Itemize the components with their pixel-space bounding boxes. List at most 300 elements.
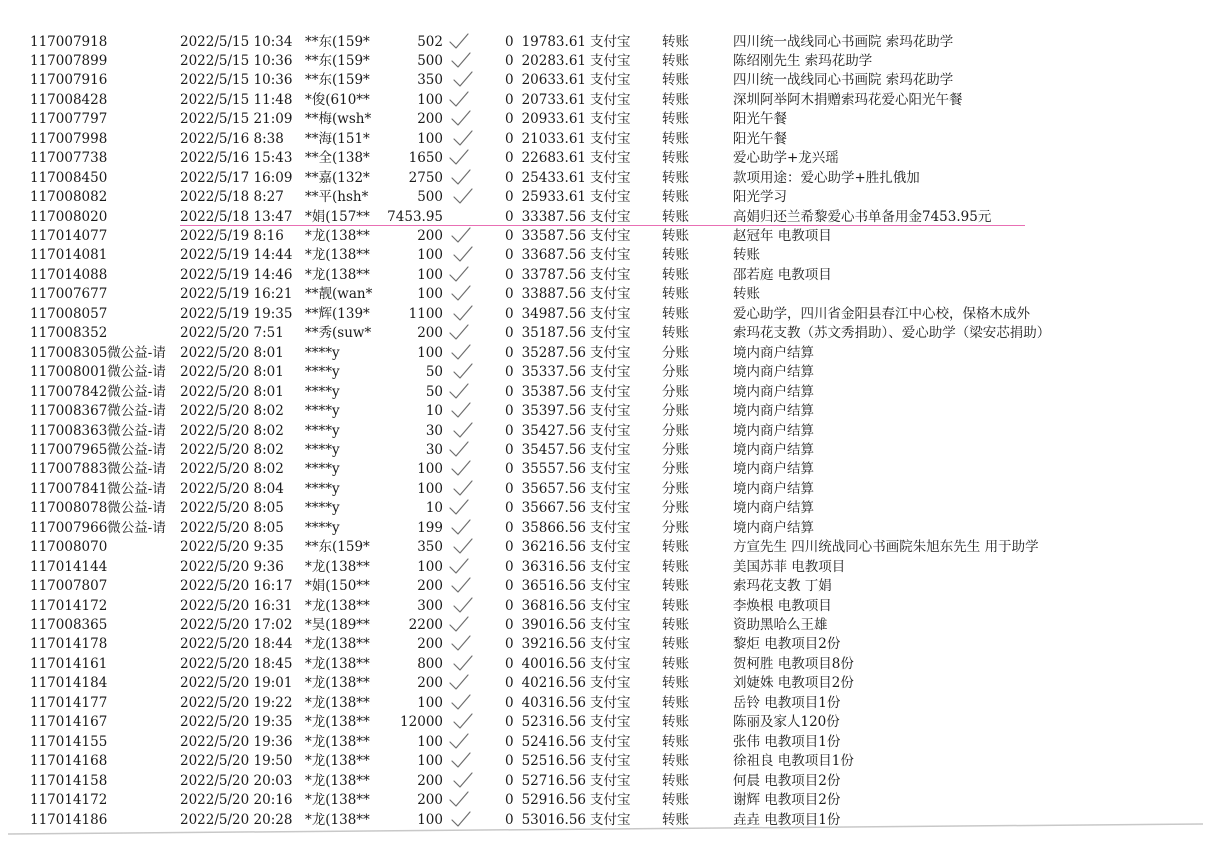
- balance: 36516.56: [521, 578, 586, 595]
- transaction-time: 2022/5/20 19:22: [180, 694, 293, 711]
- ledger-row: [0, 480, 1213, 500]
- fee: 0: [505, 344, 514, 361]
- check-mark-icon: [452, 246, 478, 265]
- transaction-note: 境内商户结算: [733, 364, 814, 381]
- transaction-type: 转账: [662, 578, 689, 595]
- payment-channel: 支付宝: [590, 33, 631, 50]
- transaction-id: 117014158: [30, 772, 108, 789]
- amount: 100: [417, 461, 443, 478]
- check-mark-icon: [452, 130, 478, 149]
- transaction-id: 117008363微公益-请: [30, 422, 166, 439]
- transaction-note: 何晨 电教项目2份: [733, 772, 841, 789]
- fee: 0: [505, 111, 514, 128]
- transaction-id: 117008305微公益-请: [30, 344, 166, 361]
- transaction-id: 117008057: [30, 305, 108, 322]
- check-mark-icon: [448, 558, 474, 577]
- transaction-id: 117014172: [30, 597, 108, 614]
- payment-channel: 支付宝: [590, 422, 631, 439]
- transaction-id: 117008001微公益-请: [30, 364, 166, 381]
- transaction-note: 资助黑哈么王雄: [733, 617, 828, 633]
- transaction-id: 117008428: [30, 91, 108, 108]
- amount: 10: [425, 403, 443, 420]
- ledger-row: [0, 713, 1213, 733]
- ledger-row: [0, 752, 1213, 772]
- ledger-row: [0, 33, 1213, 53]
- balance: 34987.56: [521, 305, 586, 322]
- fee: 0: [505, 72, 514, 89]
- fee: 0: [505, 617, 514, 633]
- ledger-row: [0, 208, 1213, 228]
- transaction-type: 转账: [662, 694, 689, 711]
- transaction-note: 款项用途：爱心助学+胜扎俄加: [733, 169, 920, 186]
- payer-name: ****y: [305, 500, 340, 517]
- balance: 35657.56: [521, 480, 586, 497]
- transaction-id: 117014186: [30, 811, 108, 828]
- transaction-note: 境内商户结算: [733, 500, 814, 517]
- transaction-note: 方宣先生 四川统战同心书画院朱旭东先生 用于助学: [733, 539, 1039, 556]
- payer-name: *龙(138**: [305, 597, 370, 614]
- ledger-row: [0, 363, 1213, 383]
- payer-name: **秀(suw*: [305, 325, 372, 342]
- amount: 100: [417, 753, 443, 770]
- transaction-type: 转账: [662, 150, 689, 167]
- payment-channel: 支付宝: [590, 403, 631, 420]
- ledger-row: [0, 285, 1213, 305]
- payment-channel: 支付宝: [590, 286, 631, 303]
- transaction-id: 117007738: [30, 150, 108, 167]
- amount: 100: [417, 811, 443, 828]
- check-mark-icon: [448, 733, 474, 752]
- transaction-type: 转账: [662, 266, 689, 283]
- check-mark-icon: [450, 694, 476, 713]
- payer-name: *昊(189**: [305, 617, 370, 633]
- payer-name: ****y: [305, 403, 340, 420]
- transaction-time: 2022/5/19 14:46: [180, 266, 293, 283]
- transaction-time: 2022/5/16 15:43: [180, 150, 293, 167]
- transaction-type: 分账: [662, 500, 689, 517]
- check-mark-icon: [448, 266, 474, 285]
- fee: 0: [505, 247, 514, 264]
- payer-name: **海(151*: [305, 130, 370, 147]
- payer-name: **靓(wan*: [305, 286, 373, 303]
- payment-channel: 支付宝: [590, 266, 631, 283]
- transaction-type: 转账: [662, 72, 689, 89]
- transaction-id: 117008070: [30, 539, 108, 556]
- transaction-id: 117008020: [30, 208, 108, 225]
- payer-name: **东(159*: [305, 72, 370, 89]
- ledger-row: [0, 149, 1213, 169]
- transaction-time: 2022/5/16 8:38: [180, 130, 284, 147]
- transaction-time: 2022/5/20 8:04: [180, 480, 284, 497]
- balance: 52316.56: [521, 714, 586, 731]
- transaction-note: 索玛花支教（苏文秀捐助）、爱心助学（梁安芯捐助）: [733, 325, 1051, 342]
- transaction-id: 117008365: [30, 617, 108, 633]
- payer-name: *龙(138**: [305, 636, 370, 653]
- transaction-id: 117014167: [30, 714, 108, 731]
- fee: 0: [505, 383, 514, 400]
- payment-channel: 支付宝: [590, 694, 631, 711]
- payment-channel: 支付宝: [590, 733, 631, 750]
- transaction-time: 2022/5/19 16:21: [180, 286, 293, 303]
- balance: 40216.56: [521, 675, 586, 692]
- transaction-type: 转账: [662, 733, 689, 750]
- fee: 0: [505, 130, 514, 147]
- transaction-time: 2022/5/18 8:27: [180, 189, 284, 206]
- balance: 52916.56: [521, 792, 586, 809]
- transaction-type: 转账: [662, 636, 689, 653]
- balance: 40316.56: [521, 694, 586, 711]
- transaction-time: 2022/5/15 10:34: [180, 33, 293, 50]
- payment-channel: 支付宝: [590, 169, 631, 186]
- amount: 100: [417, 130, 443, 147]
- fee: 0: [505, 792, 514, 809]
- payment-channel: 支付宝: [590, 792, 631, 809]
- transaction-time: 2022/5/20 9:36: [180, 558, 284, 575]
- balance: 52516.56: [521, 753, 586, 770]
- check-mark-icon: [448, 791, 474, 810]
- transaction-type: 转账: [662, 597, 689, 614]
- ledger-row: [0, 305, 1213, 325]
- balance: 20933.61: [521, 111, 586, 128]
- transaction-note: 爱心助学，四川省金阳县春江中心校，保格木成外: [733, 305, 1030, 322]
- ledger-row: [0, 519, 1213, 539]
- amount: 100: [417, 558, 443, 575]
- transaction-type: 分账: [662, 403, 689, 420]
- check-mark-icon: [452, 305, 478, 324]
- payer-name: **东(159*: [305, 52, 370, 69]
- balance: 21033.61: [521, 130, 586, 147]
- amount: 100: [417, 91, 443, 108]
- amount: 350: [417, 72, 443, 89]
- transaction-time: 2022/5/20 20:03: [180, 772, 293, 789]
- payment-channel: 支付宝: [590, 91, 631, 108]
- payment-channel: 支付宝: [590, 714, 631, 731]
- transaction-id: 117007677: [30, 286, 108, 303]
- transaction-id: 117007918: [30, 33, 108, 50]
- transaction-type: 转账: [662, 772, 689, 789]
- payer-name: *娟(157**: [305, 208, 370, 225]
- amount: 100: [417, 266, 443, 283]
- payer-name: ****y: [305, 461, 340, 478]
- transaction-time: 2022/5/20 8:01: [180, 383, 284, 400]
- transaction-time: 2022/5/19 14:44: [180, 247, 293, 264]
- transaction-type: 转账: [662, 189, 689, 206]
- fee: 0: [505, 422, 514, 439]
- payer-name: ****y: [305, 519, 340, 536]
- transaction-note: 索玛花支教 丁娟: [733, 578, 832, 595]
- payer-name: **东(159*: [305, 539, 370, 556]
- payment-channel: 支付宝: [590, 675, 631, 692]
- payer-name: ****y: [305, 480, 340, 497]
- transaction-time: 2022/5/20 8:02: [180, 461, 284, 478]
- check-mark-icon: [450, 752, 476, 771]
- balance: 33687.56: [521, 247, 586, 264]
- amount: 2750: [408, 169, 443, 186]
- amount: 199: [417, 519, 443, 536]
- transaction-id: 117008450: [30, 169, 108, 186]
- transaction-note: 转账: [733, 286, 760, 303]
- check-mark-icon: [452, 655, 478, 674]
- fee: 0: [505, 208, 514, 225]
- ledger-row: [0, 499, 1213, 519]
- transaction-type: 分账: [662, 344, 689, 361]
- fee: 0: [505, 753, 514, 770]
- transaction-note: 四川统一战线同心书画院 索玛花助学: [733, 72, 954, 89]
- ledger-row: [0, 733, 1213, 753]
- transaction-id: 117014088: [30, 266, 108, 283]
- payment-channel: 支付宝: [590, 539, 631, 556]
- amount: 100: [417, 286, 443, 303]
- transaction-time: 2022/5/20 8:02: [180, 422, 284, 439]
- ledger-row: [0, 52, 1213, 72]
- transaction-type: 转账: [662, 130, 689, 147]
- payer-name: *龙(138**: [305, 792, 370, 809]
- transaction-note: 谢辉 电教项目2份: [733, 792, 841, 809]
- transaction-id: 117008367微公益-请: [30, 403, 166, 420]
- transaction-note: 赵冠年 电教项目: [733, 228, 832, 244]
- transaction-type: 转账: [662, 247, 689, 264]
- transaction-time: 2022/5/20 16:31: [180, 597, 293, 614]
- amount: 500: [417, 189, 443, 206]
- balance: 35337.56: [521, 364, 586, 381]
- transaction-time: 2022/5/20 8:05: [180, 500, 284, 517]
- balance: 22683.61: [521, 150, 586, 167]
- balance: 35427.56: [521, 422, 586, 439]
- fee: 0: [505, 91, 514, 108]
- payment-channel: 支付宝: [590, 772, 631, 789]
- transaction-note: 高娟归还兰希黎爱心书单备用金7453.95元: [733, 208, 992, 225]
- amount: 502: [417, 33, 443, 50]
- fee: 0: [505, 636, 514, 653]
- check-mark-icon: [448, 91, 474, 110]
- transaction-type: 转账: [662, 305, 689, 322]
- transaction-note: 贺柯胜 电教项目8份: [733, 655, 854, 672]
- transaction-type: 转账: [662, 169, 689, 186]
- transaction-type: 分账: [662, 441, 689, 458]
- amount: 100: [417, 733, 443, 750]
- payment-channel: 支付宝: [590, 305, 631, 322]
- payer-name: *龙(138**: [305, 655, 370, 672]
- amount: 100: [417, 344, 443, 361]
- transaction-time: 2022/5/20 18:44: [180, 636, 293, 653]
- amount: 100: [417, 694, 443, 711]
- ledger-row: [0, 110, 1213, 130]
- check-mark-icon: [452, 538, 478, 557]
- fee: 0: [505, 305, 514, 322]
- balance: 35397.56: [521, 403, 586, 420]
- balance: 39016.56: [521, 617, 586, 633]
- transaction-time: 2022/5/15 11:48: [180, 91, 293, 108]
- check-mark-icon: [448, 674, 474, 693]
- transaction-note: 李焕根 电教项目: [733, 597, 832, 614]
- payer-name: *龙(138**: [305, 714, 370, 731]
- fee: 0: [505, 480, 514, 497]
- transaction-type: 转账: [662, 286, 689, 303]
- ledger-row: [0, 558, 1213, 578]
- amount: 12000: [400, 714, 443, 731]
- payment-channel: 支付宝: [590, 111, 631, 128]
- transaction-id: 117007998: [30, 130, 108, 147]
- amount: 200: [417, 772, 443, 789]
- fee: 0: [505, 461, 514, 478]
- ledger-row: [0, 246, 1213, 266]
- ledger-row: [0, 460, 1213, 480]
- balance: 36816.56: [521, 597, 586, 614]
- check-mark-icon: [452, 363, 478, 382]
- transaction-time: 2022/5/20 19:36: [180, 733, 293, 750]
- transaction-type: 转账: [662, 33, 689, 50]
- balance: 25433.61: [521, 169, 586, 186]
- transaction-time: 2022/5/20 8:02: [180, 403, 284, 420]
- ledger-row: [0, 188, 1213, 208]
- check-mark-icon: [450, 344, 476, 363]
- amount: 200: [417, 792, 443, 809]
- balance: 33787.56: [521, 266, 586, 283]
- payment-channel: 支付宝: [590, 325, 631, 342]
- transaction-type: 分账: [662, 519, 689, 536]
- check-mark-icon: [448, 383, 474, 402]
- transaction-time: 2022/5/20 20:28: [180, 811, 293, 828]
- payment-channel: 支付宝: [590, 519, 631, 536]
- check-mark-icon: [450, 402, 476, 421]
- transaction-time: 2022/5/20 19:50: [180, 753, 293, 770]
- transaction-note: 黎炬 电教项目2份: [733, 636, 841, 653]
- check-mark-icon: [452, 480, 478, 499]
- payer-name: ****y: [305, 422, 340, 439]
- fee: 0: [505, 597, 514, 614]
- check-mark-icon: [448, 324, 474, 343]
- fee: 0: [505, 364, 514, 381]
- balance: 35866.56: [521, 519, 586, 536]
- transaction-time: 2022/5/20 8:01: [180, 344, 284, 361]
- payment-channel: 支付宝: [590, 150, 631, 167]
- transaction-id: 117007965微公益-请: [30, 441, 166, 458]
- transaction-time: 2022/5/15 10:36: [180, 52, 293, 69]
- balance: 20733.61: [521, 91, 586, 108]
- amount: 30: [425, 441, 443, 458]
- transaction-time: 2022/5/17 16:09: [180, 169, 293, 186]
- transaction-id: 117014161: [30, 655, 108, 672]
- transaction-time: 2022/5/19 19:35: [180, 305, 293, 322]
- ledger-row: [0, 597, 1213, 617]
- payer-name: *俊(610**: [305, 91, 370, 108]
- payment-channel: 支付宝: [590, 655, 631, 672]
- ledger-row: [0, 694, 1213, 714]
- amount: 300: [417, 597, 443, 614]
- transaction-type: 转账: [662, 52, 689, 69]
- transaction-id: 117014144: [30, 558, 108, 575]
- payer-name: ****y: [305, 383, 340, 400]
- check-mark-icon: [448, 616, 474, 635]
- payment-channel: 支付宝: [590, 461, 631, 478]
- transaction-note: 刘婕姝 电教项目2份: [733, 675, 854, 692]
- transaction-note: 陈绍刚先生 索玛花助学: [733, 52, 873, 69]
- amount: 200: [417, 578, 443, 595]
- fee: 0: [505, 519, 514, 536]
- transaction-id: 117007916: [30, 72, 108, 89]
- fee: 0: [505, 441, 514, 458]
- fee: 0: [505, 403, 514, 420]
- transaction-type: 分账: [662, 383, 689, 400]
- amount: 10: [425, 500, 443, 517]
- fee: 0: [505, 33, 514, 50]
- payer-name: *龙(138**: [305, 675, 370, 692]
- fee: 0: [505, 52, 514, 69]
- check-mark-icon: [450, 52, 476, 71]
- ledger-row: [0, 655, 1213, 675]
- transaction-time: 2022/5/20 18:45: [180, 655, 293, 672]
- transaction-time: 2022/5/15 21:09: [180, 111, 293, 128]
- transaction-id: 117008082: [30, 189, 108, 206]
- transaction-type: 转账: [662, 714, 689, 731]
- transaction-type: 分账: [662, 461, 689, 478]
- payer-name: **嘉(132*: [305, 169, 370, 186]
- fee: 0: [505, 675, 514, 692]
- balance: 35457.56: [521, 441, 586, 458]
- transaction-id: 117008078微公益-请: [30, 500, 166, 517]
- transaction-note: 阳光午餐: [733, 111, 787, 128]
- payment-channel: 支付宝: [590, 500, 631, 517]
- transaction-type: 分账: [662, 364, 689, 381]
- payment-channel: 支付宝: [590, 441, 631, 458]
- ledger-row: [0, 91, 1213, 111]
- payment-channel: 支付宝: [590, 208, 631, 225]
- transaction-note: 陈丽及家人120份: [733, 714, 840, 731]
- transaction-time: 2022/5/20 17:02: [180, 617, 293, 633]
- transaction-type: 转账: [662, 753, 689, 770]
- balance: 20283.61: [521, 52, 586, 69]
- amount: 800: [417, 655, 443, 672]
- fee: 0: [505, 772, 514, 789]
- ledger-row: [0, 791, 1213, 811]
- transaction-note: 垚垚 电教项目1份: [733, 811, 841, 828]
- payer-name: **全(138*: [305, 150, 370, 167]
- transaction-type: 分账: [662, 480, 689, 497]
- payer-name: *龙(138**: [305, 733, 370, 750]
- ledger-row: [0, 227, 1213, 247]
- payment-channel: 支付宝: [590, 247, 631, 264]
- amount: 350: [417, 539, 443, 556]
- payer-name: *龙(138**: [305, 753, 370, 770]
- payment-channel: 支付宝: [590, 130, 631, 147]
- transaction-type: 转账: [662, 228, 689, 244]
- transaction-id: 117007966微公益-请: [30, 519, 166, 536]
- ledger-row: [0, 811, 1213, 831]
- balance: 20633.61: [521, 72, 586, 89]
- transaction-note: 岳铃 电教项目1份: [733, 694, 841, 711]
- fee: 0: [505, 733, 514, 750]
- fee: 0: [505, 539, 514, 556]
- ledger-row: [0, 538, 1213, 558]
- transaction-id: 117007899: [30, 52, 108, 69]
- check-mark-icon: [448, 499, 474, 518]
- payer-name: *龙(138**: [305, 228, 370, 244]
- transaction-note: 阳光午餐: [733, 130, 787, 147]
- transaction-time: 2022/5/20 16:17: [180, 578, 293, 595]
- transaction-id: 117008352: [30, 325, 108, 342]
- amount: 30: [425, 422, 443, 439]
- check-mark-icon: [450, 227, 476, 246]
- transaction-id: 117014155: [30, 733, 108, 750]
- transaction-time: 2022/5/20 7:51: [180, 325, 284, 342]
- amount: 200: [417, 228, 443, 244]
- balance: 33387.56: [521, 208, 586, 225]
- check-mark-icon: [452, 772, 478, 791]
- ledger-row: [0, 635, 1213, 655]
- balance: 36316.56: [521, 558, 586, 575]
- transaction-time: 2022/5/20 19:01: [180, 675, 293, 692]
- ledger-row: [0, 324, 1213, 344]
